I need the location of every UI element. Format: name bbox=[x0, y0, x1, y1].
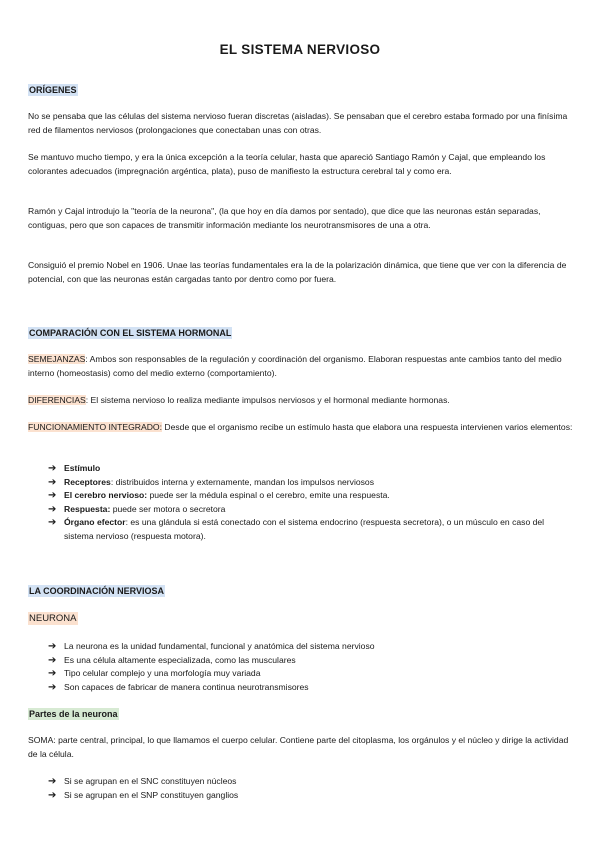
list-item: ➔ Son capaces de fabricar de manera continua neurotransmisores bbox=[48, 681, 309, 693]
page-title: EL SISTEMA NERVIOSO bbox=[219, 42, 381, 57]
paragraph-funcionamiento bbox=[28, 421, 573, 435]
subheading-neurona: NEURONA bbox=[29, 613, 77, 624]
list-soma bbox=[48, 775, 568, 802]
arrow-icon: ➔ bbox=[48, 668, 57, 680]
list-item: ➔ Si se agrupan en el SNC constituyen núcleos bbox=[48, 776, 237, 787]
arrow-icon: ➔ bbox=[48, 681, 57, 693]
diferencias-label: DIFERENCIAS bbox=[28, 395, 86, 405]
paragraph-origenes-1: No se pensaba que las células del sistema nervioso fueran discretas (aisladas). Se pensaban que el cerebro estaba formado por una finísima red de filamentos nerviosos (prolongaciones que conectaban unas con otras. bbox=[28, 111, 568, 135]
funcionamiento-label: FUNCIONAMIENTO INTEGRADO: bbox=[28, 422, 163, 432]
list-item: ➔ La neurona es la unidad fundamental, funcional y anatómica del sistema nervioso bbox=[48, 641, 375, 652]
arrow-icon: ➔ bbox=[48, 654, 57, 666]
list-item: ➔ Si se agrupan en el SNP constituyen ganglios bbox=[48, 789, 239, 801]
section-heading-comparacion: COMPARACIÓN CON EL SISTEMA HORMONAL bbox=[29, 328, 232, 338]
diferencias-text: : El sistema nervioso lo realiza mediante impulsos nerviosos y el hormonal mediante hormonas. bbox=[85, 395, 450, 405]
list-item: ➔ Respuesta: puede ser motora o secretora bbox=[48, 503, 226, 515]
list-elementos bbox=[48, 462, 568, 544]
list-item: ➔ Receptores: distribuidos interna y externamente, mandan los impulsos nerviosos bbox=[48, 476, 375, 488]
paragraph-origenes-3: Ramón y Cajal introdujo la "teoría de la neurona", (la que hoy en día damos por sentado), que dice que las neuronas están separadas, contiguas, pero que son capaces de transmitir información mediante los neurotransmisores de una a otra. bbox=[28, 206, 541, 230]
paragraph-origenes-4: Consiguió el premio Nobel en 1906. Unae las teorías fundamentales era la de la polarización dinámica, que tiene que ver con la diferencia de potencial, con que las neuronas están cargadas tanto por dentro como por fuera. bbox=[28, 260, 567, 284]
list-item: ➔ Tipo celular complejo y una morfología muy variada bbox=[48, 668, 261, 680]
arrow-icon: ➔ bbox=[48, 503, 57, 515]
paragraph-diferencias bbox=[28, 394, 573, 408]
list-item: ➔ Es una célula altamente especializada, como las musculares bbox=[48, 654, 296, 666]
semejanzas-label: SEMEJANZAS bbox=[28, 354, 86, 364]
arrow-icon: ➔ bbox=[48, 490, 57, 502]
subheading-partes-neurona: Partes de la neurona bbox=[29, 709, 118, 719]
list-item: ➔ El cerebro nervioso: puede ser la médula espinal o el cerebro, emite una respuesta. bbox=[48, 490, 390, 502]
list-item: ➔ Estímulo bbox=[48, 463, 101, 474]
funcionamiento-text: Desde que el organismo recibe un estímulo hasta que elabora una respuesta intervienen varios elementos: bbox=[162, 422, 573, 432]
paragraph-semejanzas bbox=[28, 353, 573, 380]
semejanzas-text: : Ambos son responsables de la regulación y coordinación del organismo. Elaboran respuestas ante cambios tanto del medio interno (homeostasis) como del medio externo (comportamiento). bbox=[28, 354, 562, 378]
arrow-icon: ➔ bbox=[48, 517, 57, 529]
arrow-icon: ➔ bbox=[48, 463, 57, 474]
arrow-icon: ➔ bbox=[48, 776, 57, 787]
arrow-icon: ➔ bbox=[48, 789, 57, 801]
paragraph-soma: SOMA: parte central, principal, lo que llamamos el cuerpo celular. Contiene parte del citoplasma, los orgánulos y el núcleo y dirige la actividad de la célula. bbox=[28, 735, 569, 759]
list-item: ➔ Órgano efector: es una glándula si está conectado con el sistema endocrino (respuesta secretora), o un músculo en caso del sistema nervioso (respuesta motora). bbox=[48, 517, 545, 541]
list-neurona bbox=[48, 640, 568, 694]
section-heading-origenes: ORÍGENES bbox=[29, 85, 77, 95]
paragraph-origenes-2: Se mantuvo mucho tiempo, y era la única excepción a la teoría celular, hasta que apareció Santiago Ramón y Cajal, que empleando los colorantes adecuados (impregnación argéntica, plata), puso de manifiesto la estructura cerebral tal y como era. bbox=[28, 152, 546, 176]
arrow-icon: ➔ bbox=[48, 476, 57, 488]
section-heading-coordinacion: LA COORDINACIÓN NERVIOSA bbox=[29, 586, 165, 596]
arrow-icon: ➔ bbox=[48, 641, 57, 652]
